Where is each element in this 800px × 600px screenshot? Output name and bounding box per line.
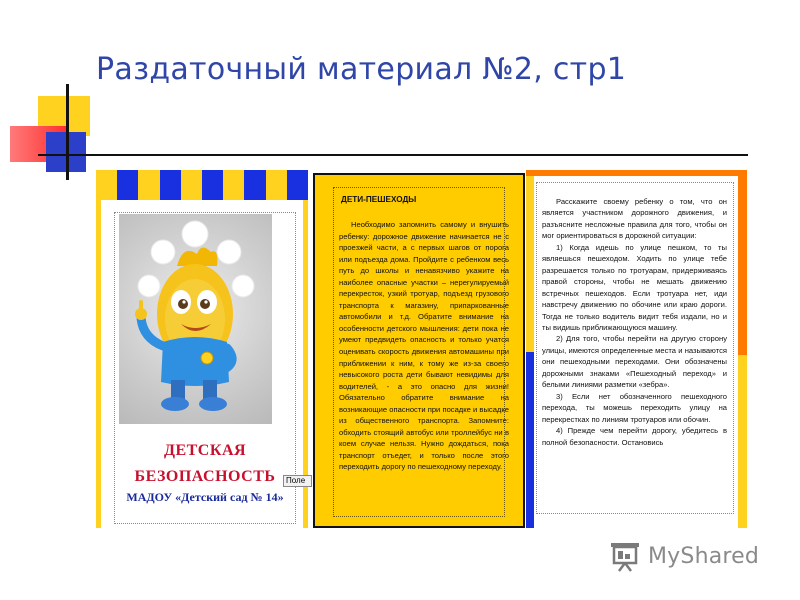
logo-text: MyShared	[648, 543, 760, 569]
brochure-panel-pedestrians	[313, 173, 525, 528]
panel3-yellow-strip	[526, 176, 534, 352]
mascot-illustration	[119, 214, 272, 424]
slide-presentation-icon	[608, 539, 642, 573]
brochure-image	[96, 170, 747, 528]
panel3-paragraph: 4) Прежде чем перейти дорогу, убедитесь в полной безопасности. Остановись	[542, 426, 727, 447]
panel2-body: Необходимо запомнить самому и внушить ребенку: дорожное движение начинается не с проезжей части, а с первых шагов от порога или подъезда дома. Пройдите с ребенком весь путь до школы и ненавязчиво укажите на наиболее опасные участки – нерегулируемый перекресток, узкий тротуар, подъезд грузового транспорта к магазину, припаркованные автомобили и т.д. Обратите внимание на особенности детского мышления: дети пока не умеют предвидеть опасность и только учатся оценивать скорость движения автомашины при приближении к ним, к тому же из-за своего невысокого роста дети бывают невидимы для водителей, - а это опасно для жизни! Обязательно обратите внимание на возникающие опасности при посадке и высадке из общественного транспорта. Запомните: обходить стоящий автобус или троллейбус ни в коем случае нельзя. Нужно дождаться, пока транспорт отъедет, и только после этого переходить дорогу по пешеходному переходу.	[339, 220, 509, 472]
deco-vertical-line	[66, 84, 69, 180]
panel3-orange-strip	[738, 170, 747, 355]
checker-border	[96, 170, 308, 200]
panel3-paragraph: 1) Когда идешь по улице пешком, то ты являешься пешеходом. Ходить по улице тебе разрешается только по тротуарам, придерживаясь правой стороны, чтобы не мешать движению встречных пешеходов. Если тротуара нет, иди навстречу движению по обочине или краю дороги. Тогда не только водитель видит тебя издали, но и ты видишь приближающуюся машину.	[542, 242, 727, 332]
cover-side-strip	[96, 200, 101, 528]
panel3-paragraph: 3) Если нет обозначенного пешеходного перехода, ты можешь переходить улицу на перекрестках по линиям тротуаров или обочин.	[542, 391, 727, 424]
panel3-yellow-strip	[738, 355, 747, 528]
myshared-logo[interactable]	[608, 538, 759, 574]
panel3-body	[542, 196, 727, 448]
deco-horizontal-line	[38, 154, 748, 156]
cover-subtitle: МАДОУ «Детский сад № 14»	[126, 490, 284, 504]
panel3-paragraph: Расскажите своему ребенку о том, что он является участником дорожного движения, и разъясните несложные правила для того, чтобы он мог ориентироваться в дорожной ситуации:	[542, 197, 727, 241]
panel3-paragraph: 2) Для того, чтобы перейти на другую сторону улицы, имеются определенные места и называются они пешеходными переходами. Они обозначены дорожными знаками «Пешеходный переход» и белыми линиями разметки «зебра».	[542, 334, 727, 390]
field-tag: Поле	[283, 475, 312, 487]
brochure-panel-rules	[526, 170, 747, 528]
cover-title-line1: ДЕТСКАЯ	[163, 442, 247, 459]
brochure-cover-panel	[96, 170, 308, 528]
panel3-orange-strip	[526, 170, 747, 176]
panel2-heading: ДЕТИ-ПЕШЕХОДЫ	[341, 195, 417, 204]
slide-title: Раздаточный материал №2, стр1	[96, 52, 627, 87]
cover-title-line2: БЕЗОПАСНОСТЬ	[134, 468, 276, 485]
panel3-blue-strip	[526, 352, 534, 528]
